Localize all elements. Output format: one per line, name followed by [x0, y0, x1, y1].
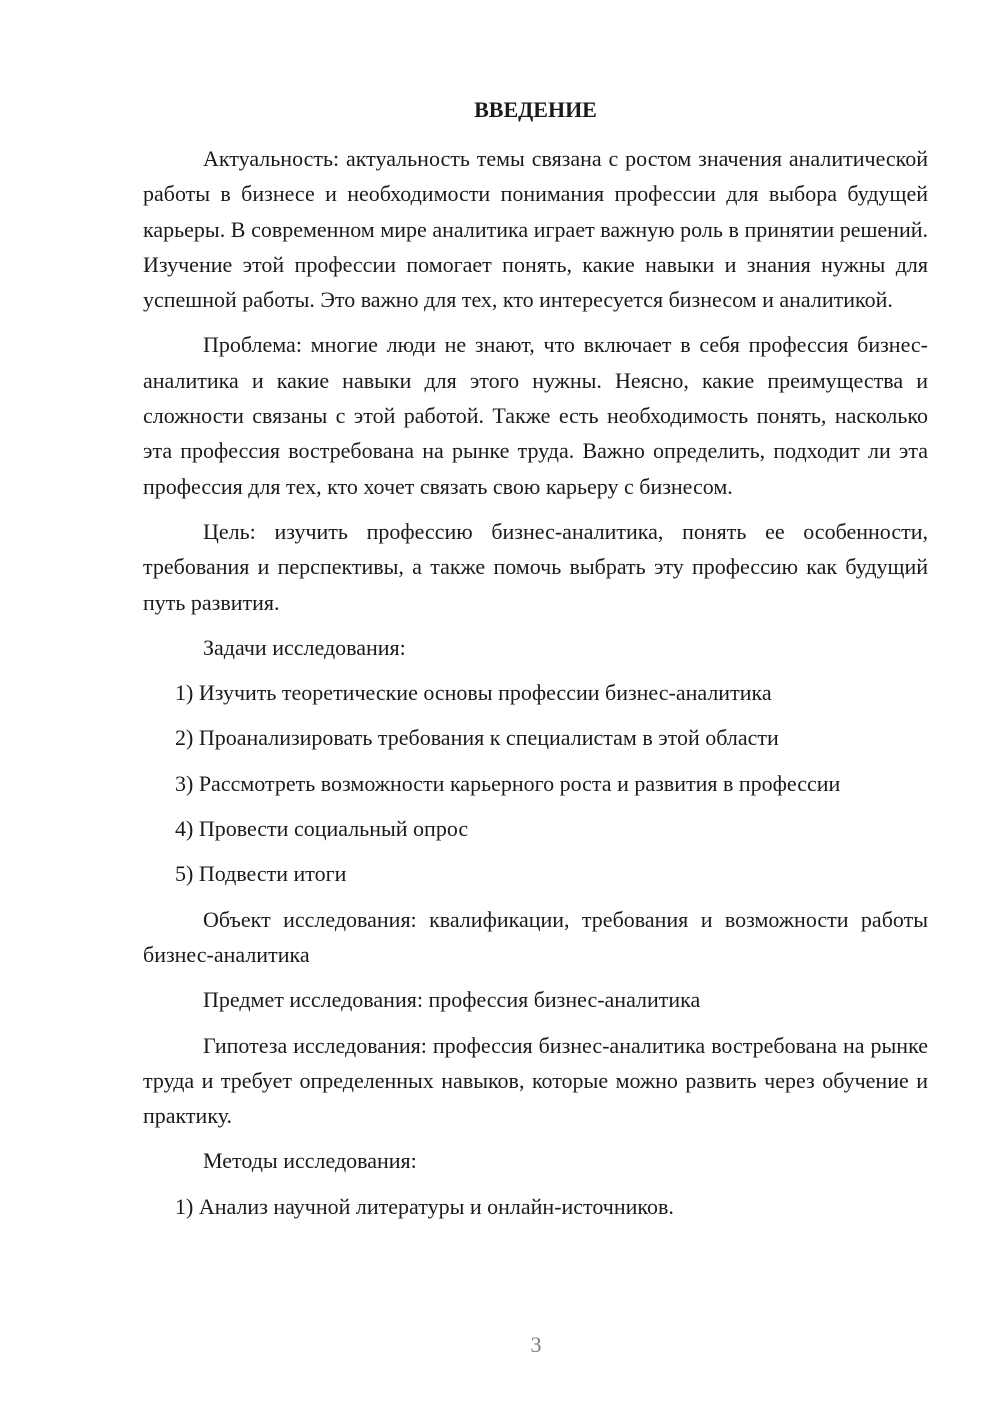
- list-item: 1) Анализ научной литературы и онлайн-источников.: [175, 1193, 674, 1219]
- subject-paragraph: Предмет исследования: профессия бизнес-аналитика: [203, 987, 701, 1013]
- list-item: 3) Рассмотреть возможности карьерного роста и развития в профессии: [175, 770, 841, 796]
- list-item: 1) Изучить теоретические основы профессии бизнес-аналитика: [175, 680, 772, 706]
- goal-paragraph: Цель: изучить профессию бизнес-аналитика, понять ее особенности, требования и перспективы, а также помочь выбрать эту профессию как будущий путь развития.: [143, 518, 928, 615]
- page-number: 3: [530, 1332, 542, 1357]
- page-content: [143, 92, 928, 1234]
- section-title: ВВЕДЕНИЕ: [474, 97, 597, 122]
- list-item: 5) Подвести итоги: [175, 861, 347, 887]
- list-item: 2) Проанализировать требования к специалистам в этой области: [175, 725, 779, 751]
- methods-heading: Методы исследования:: [203, 1148, 417, 1174]
- methods-list: [143, 1189, 928, 1224]
- hypothesis-paragraph: Гипотеза исследования: профессия бизнес-аналитика востребована на рынке труда и требует определенных навыков, которые можно развить через обучение и практику.: [143, 1032, 928, 1129]
- object-paragraph: Объект исследования: квалификации, требования и возможности работы бизнес-аналитика: [143, 906, 928, 967]
- tasks-heading: Задачи исследования:: [203, 634, 406, 660]
- tasks-list: [143, 675, 928, 891]
- relevance-paragraph: Актуальность: актуальность темы связана с ростом значения аналитической работы в бизнесе и необходимости понимания профессии для выбора будущей карьеры. В современном мире аналитика играет важную роль в принятии решений. Изучение этой профессии помогает понять, какие навыки и знания нужны для успешной работы. Это важно для тех, кто интересуется бизнесом и аналитикой.: [143, 146, 928, 313]
- problem-paragraph: Проблема: многие люди не знают, что включает в себя профессия бизнес-аналитика и какие навыки для этого нужны. Неясно, какие преимущества и сложности связаны с этой работой. Также есть необходимость понять, насколько эта профессия востребована на рынке труда. Важно определить, подходит ли эта профессия для тех, кто хочет связать свою карьеру с бизнесом.: [143, 332, 928, 499]
- list-item: 4) Провести социальный опрос: [175, 816, 469, 842]
